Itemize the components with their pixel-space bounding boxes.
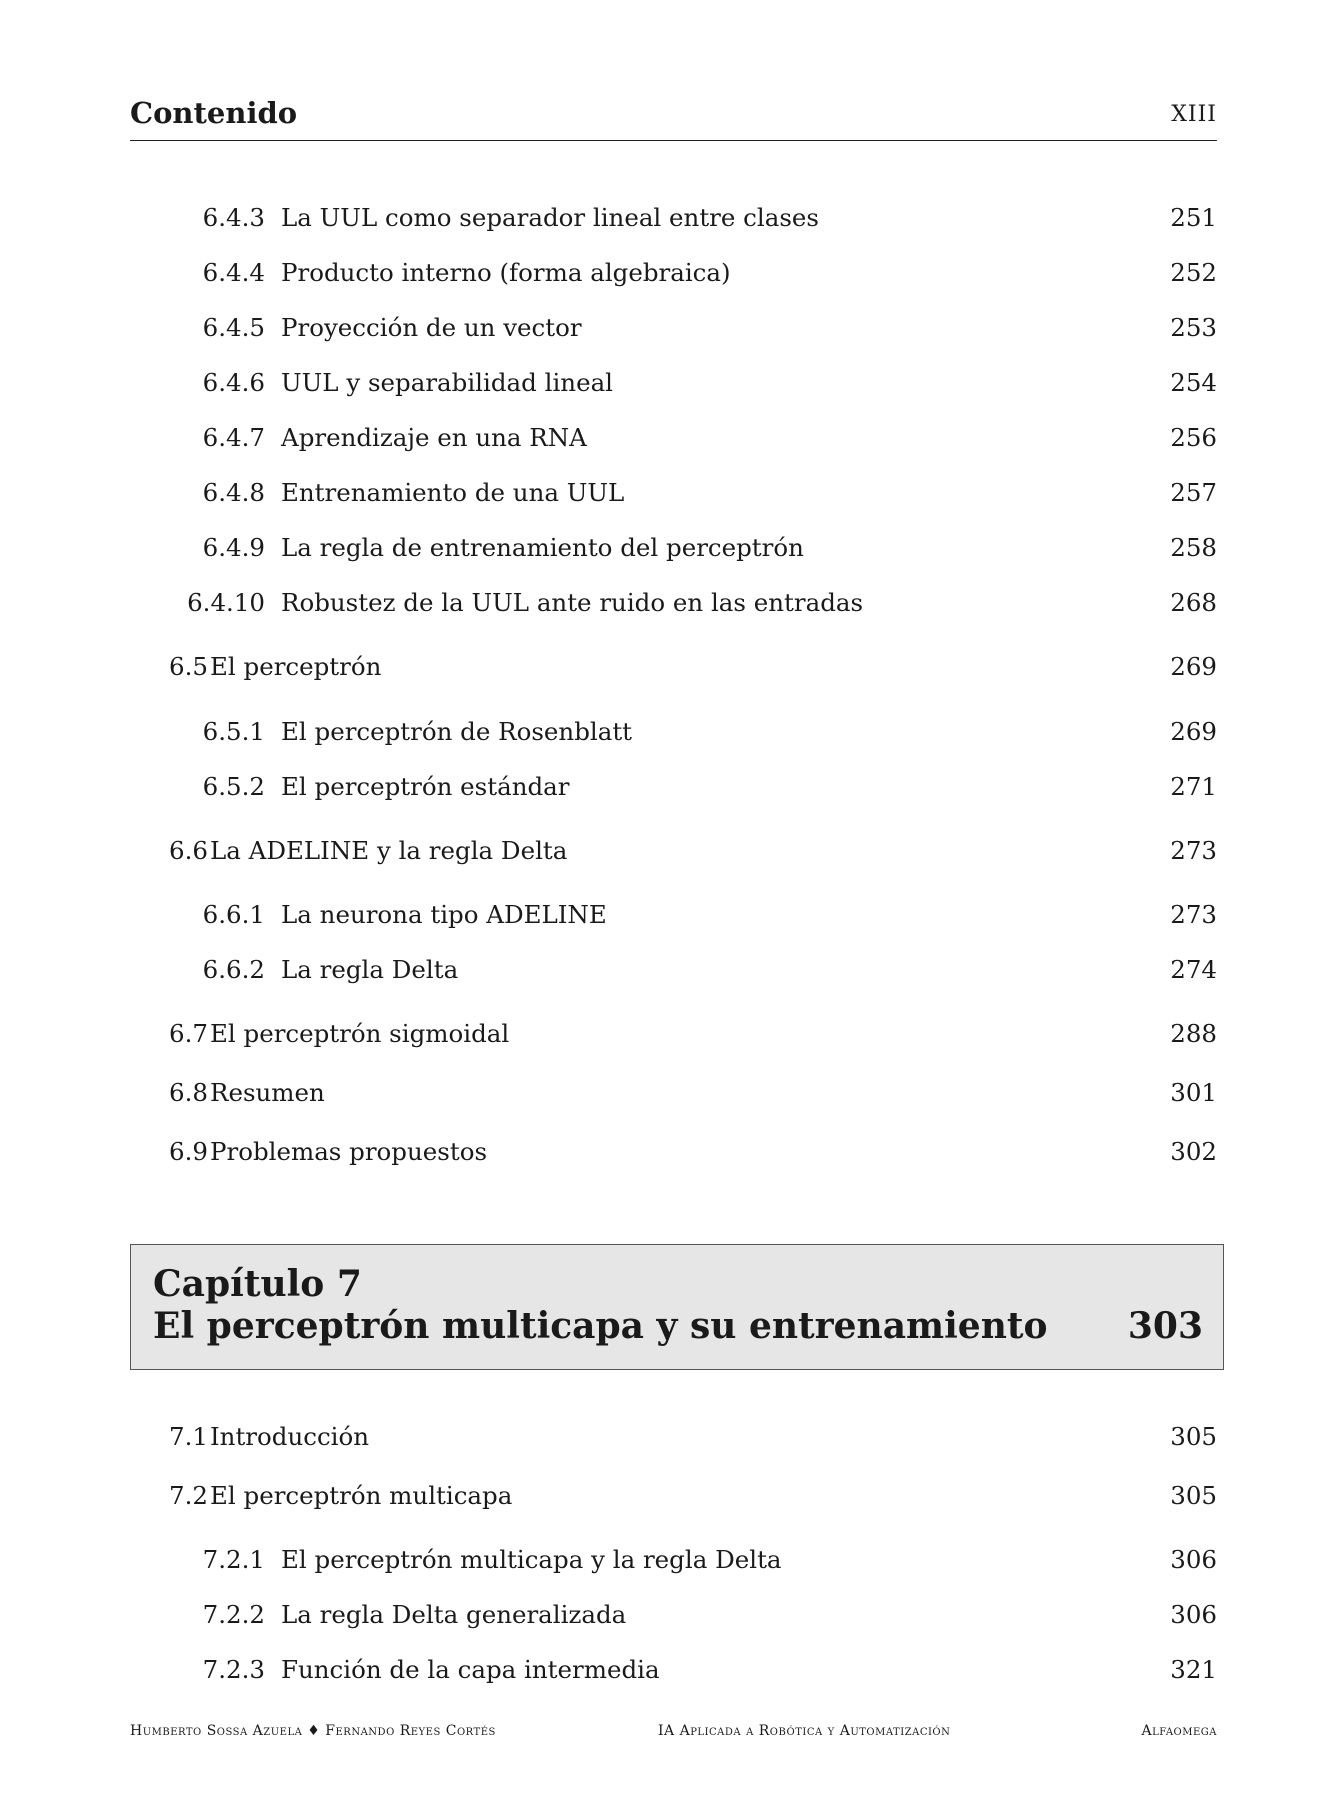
toc-entry-title: La regla Delta: [281, 955, 459, 984]
toc-entry-page: 306: [1170, 1545, 1217, 1574]
toc-entry[interactable]: [0, 1137, 1217, 1169]
toc-entry-number: 6.5.1: [202, 717, 265, 746]
toc-entry[interactable]: [0, 652, 1217, 684]
running-header: [130, 96, 1217, 140]
toc-entry[interactable]: [0, 836, 1217, 868]
toc-entry-title: El perceptrón estándar: [281, 772, 570, 801]
toc-entry[interactable]: [0, 203, 1217, 235]
toc-entry-title: Introducción: [210, 1422, 370, 1451]
toc-entry-page: 253: [1170, 313, 1217, 342]
toc-entry-page: 252: [1170, 258, 1217, 287]
toc-entry[interactable]: [0, 533, 1217, 565]
toc-entry-page: 302: [1170, 1137, 1217, 1166]
toc-entry-title: La regla de entrenamiento del perceptrón: [281, 533, 804, 562]
toc-entry-page: 256: [1170, 423, 1217, 452]
toc-entry-number: 7.2.1: [202, 1545, 265, 1574]
toc-entry-title: Robustez de la UUL ante ruido en las entradas: [281, 588, 864, 617]
toc-entry[interactable]: [0, 955, 1217, 987]
toc-entry[interactable]: [0, 478, 1217, 510]
toc-entry-page: 269: [1170, 652, 1217, 681]
toc-entry-number: 7.2.3: [202, 1655, 265, 1684]
toc-entry[interactable]: [0, 313, 1217, 345]
toc-entry-number: 6.6.1: [202, 900, 265, 929]
toc-entry-page: 288: [1170, 1019, 1217, 1048]
toc-entry-page: 274: [1170, 955, 1217, 984]
toc-entry[interactable]: [0, 1600, 1217, 1632]
toc-entry-page: 301: [1170, 1078, 1217, 1107]
toc-entry-number: 6.4.10: [187, 588, 265, 617]
toc-entry-page: 306: [1170, 1600, 1217, 1629]
toc-entry-number: 6.6.2: [202, 955, 265, 984]
toc-entry-title: Proyección de un vector: [281, 313, 582, 342]
chapter-title: El perceptrón multicapa y su entrenamiento: [153, 1305, 1048, 1347]
header-rule: [130, 140, 1217, 141]
toc-entry[interactable]: [0, 1481, 1217, 1513]
toc-entry-page: 321: [1170, 1655, 1217, 1684]
chapter-page: 303: [1127, 1305, 1203, 1347]
toc-entry-title: Producto interno (forma algebraica): [281, 258, 731, 287]
toc-entry-number: 6.8: [169, 1078, 208, 1107]
toc-entry[interactable]: [0, 258, 1217, 290]
toc-entry-number: 6.4.6: [202, 368, 265, 397]
toc-entry[interactable]: [0, 368, 1217, 400]
toc-entry[interactable]: [0, 717, 1217, 749]
toc-entry-number: 7.2.2: [202, 1600, 265, 1629]
toc-entry[interactable]: [0, 1078, 1217, 1110]
toc-entry-title: Función de la capa intermedia: [281, 1655, 660, 1684]
toc-entry-number: 6.5.2: [202, 772, 265, 801]
toc-entry-title: Problemas propuestos: [210, 1137, 488, 1166]
toc-entry-number: 6.7: [169, 1019, 208, 1048]
toc-entry-page: 273: [1170, 836, 1217, 865]
toc-entry-title: El perceptrón: [210, 652, 382, 681]
chapter-label: Capítulo 7: [153, 1263, 362, 1305]
footer-book-title: IA Aplicada a Robótica y Automatización: [658, 1723, 951, 1739]
toc-entry-page: 251: [1170, 203, 1217, 232]
toc-entry-title: Entrenamiento de una UUL: [281, 478, 625, 507]
toc-entry-page: 269: [1170, 717, 1217, 746]
toc-entry-page: 305: [1170, 1481, 1217, 1510]
toc-entry[interactable]: [0, 588, 1217, 620]
toc-entry-number: 6.4.8: [202, 478, 265, 507]
toc-entry[interactable]: [0, 1422, 1217, 1454]
footer-authors: Humberto Sossa Azuela ♦ Fernando Reyes Cortés: [130, 1723, 496, 1739]
toc-entry-number: 6.4.4: [202, 258, 265, 287]
toc-entry-page: 271: [1170, 772, 1217, 801]
toc-entry-title: UUL y separabilidad lineal: [281, 368, 614, 397]
toc-entry-title: La ADELINE y la regla Delta: [210, 836, 568, 865]
toc-entry-page: 258: [1170, 533, 1217, 562]
toc-entry-number: 6.4.3: [202, 203, 265, 232]
footer-publisher: Alfaomega: [1141, 1723, 1217, 1739]
toc-entry[interactable]: [0, 1019, 1217, 1051]
toc-entry-number: 7.1: [169, 1422, 208, 1451]
toc-entry-page: 305: [1170, 1422, 1217, 1451]
toc-entry-title: La neurona tipo ADELINE: [281, 900, 607, 929]
toc-entry-number: 6.4.7: [202, 423, 265, 452]
toc-entry-title: La UUL como separador lineal entre clases: [281, 203, 819, 232]
toc-entry-title: La regla Delta generalizada: [281, 1600, 627, 1629]
toc-entry-title: Resumen: [210, 1078, 325, 1107]
toc-entry-page: 254: [1170, 368, 1217, 397]
toc-entry-page: 273: [1170, 900, 1217, 929]
toc-entry-number: 6.5: [169, 652, 208, 681]
header-title: Contenido: [130, 96, 298, 130]
toc-entry[interactable]: [0, 1655, 1217, 1687]
toc-entry-page: 257: [1170, 478, 1217, 507]
chapter-heading-box[interactable]: [130, 1244, 1224, 1370]
toc-entry[interactable]: [0, 772, 1217, 804]
toc-entry-title: Aprendizaje en una RNA: [281, 423, 587, 452]
toc-entry[interactable]: [0, 423, 1217, 455]
toc-entry-number: 6.9: [169, 1137, 208, 1166]
toc-entry[interactable]: [0, 900, 1217, 932]
toc-entry[interactable]: [0, 1545, 1217, 1577]
toc-entry-number: 7.2: [169, 1481, 208, 1510]
page-footer: [130, 1723, 1217, 1747]
toc-entry-page: 268: [1170, 588, 1217, 617]
toc-entry-number: 6.4.5: [202, 313, 265, 342]
toc-entry-number: 6.4.9: [202, 533, 265, 562]
toc-entry-title: El perceptrón multicapa y la regla Delta: [281, 1545, 782, 1574]
header-page-number: XIII: [1171, 102, 1217, 127]
toc-entry-title: El perceptrón multicapa: [210, 1481, 513, 1510]
toc-entry-number: 6.6: [169, 836, 208, 865]
toc-entry-title: El perceptrón de Rosenblatt: [281, 717, 633, 746]
toc-entry-title: El perceptrón sigmoidal: [210, 1019, 510, 1048]
